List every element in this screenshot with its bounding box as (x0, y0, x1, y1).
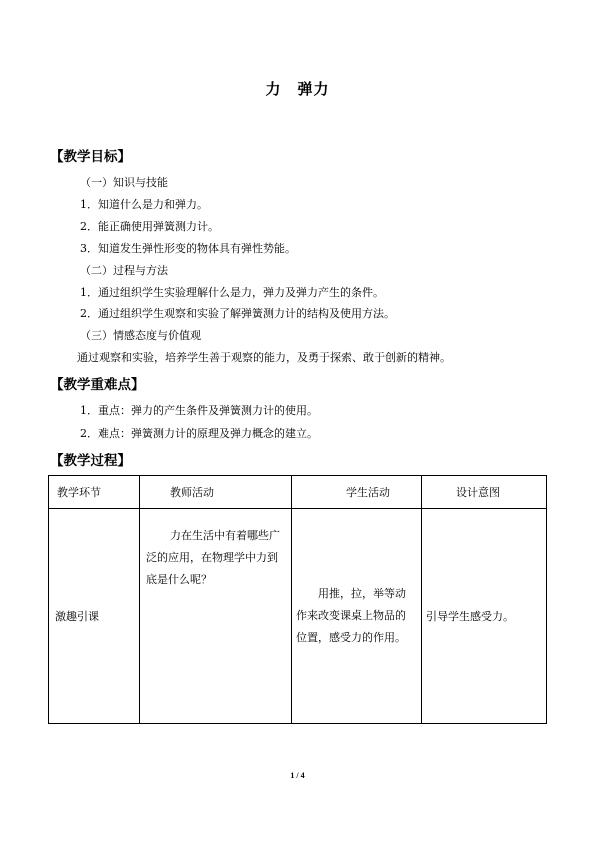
objective-line: 2．能正确使用弹簧测力计。 (80, 220, 219, 233)
column-header-stage: 教学环节 (49, 476, 140, 509)
objectives-heading: 【教学目标】 (50, 149, 131, 165)
objective-line: 3．知道发生弹性形变的物体具有弹性势能。 (80, 242, 296, 255)
process-table (48, 475, 547, 724)
column-header-student: 学生活动 (292, 476, 422, 509)
cell-teacher-activity: 力在生活中有着哪些广泛的应用，在物理学中力到底是什么呢？ (140, 509, 292, 724)
objective-line: （三）情感态度与价值观 (80, 329, 201, 342)
column-header-teacher: 教师活动 (140, 476, 292, 509)
document-title: 力 弹力 (265, 80, 330, 98)
objective-line: 2．通过组织学生观察和实验了解弹簧测力计的结构及使用方法。 (80, 307, 395, 320)
table-header-row (49, 476, 547, 509)
column-header-intent: 设计意图 (422, 476, 547, 509)
objective-line: （一）知识与技能 (80, 176, 168, 189)
page-indicator: 1 / 4 (290, 771, 305, 780)
objective-line: 1．知道什么是力和弹力。 (80, 198, 208, 211)
table-row (49, 509, 547, 724)
keypoints-heading: 【教学重难点】 (50, 377, 145, 393)
objective-line: 通过观察和实验，培养学生善于观察的能力，及勇于探索、敢于创新的精神。 (77, 351, 451, 364)
cell-student-activity: 用推，拉，举等动作来改变课桌上物品的位置，感受力的作用。 (292, 509, 422, 724)
objective-line: （二）过程与方法 (80, 264, 168, 277)
keypoint-line: 2．难点：弹簧测力计的原理及弹力概念的建立。 (80, 427, 318, 440)
objective-line: 1．通过组织学生实验理解什么是力，弹力及弹力产生的条件。 (80, 286, 384, 299)
cell-stage: 激趣引课 (49, 509, 140, 724)
cell-design-intent: 引导学生感受力。 (422, 509, 547, 724)
keypoint-line: 1．重点：弹力的产生条件及弹簧测力计的使用。 (80, 404, 318, 417)
process-heading: 【教学过程】 (50, 453, 131, 469)
